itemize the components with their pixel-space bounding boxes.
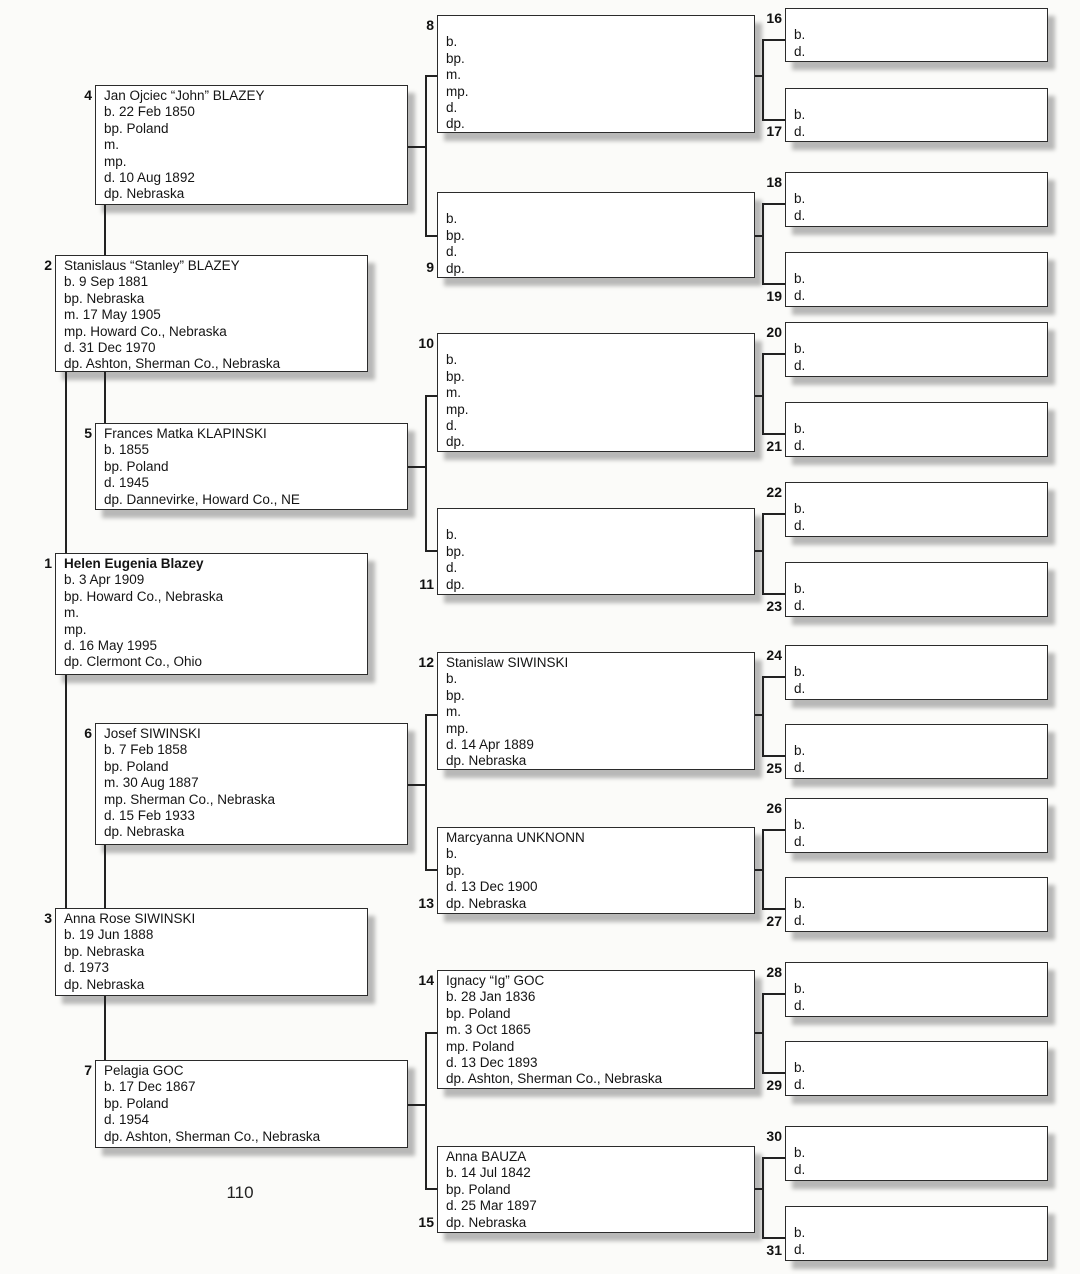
field-line-b: b.	[794, 743, 806, 759]
box-number-20: 20	[766, 324, 782, 340]
person-name	[794, 801, 1041, 817]
field-line-b: b.	[446, 211, 458, 227]
connector-line	[104, 205, 106, 255]
page-number: 110	[226, 1183, 254, 1202]
field-line-b: b.	[794, 581, 806, 597]
field-line-mp: mp. Poland	[446, 1038, 515, 1054]
person-name	[794, 405, 1041, 421]
box-number-15: 15	[418, 1214, 434, 1230]
person-box-3	[44, 908, 368, 996]
field-line-d: d.	[794, 997, 806, 1013]
field-line-bp: bp. Nebraska	[64, 290, 145, 306]
box-number-24: 24	[766, 647, 782, 663]
box-number-13: 13	[418, 895, 434, 911]
person-name	[446, 18, 748, 34]
field-line-bp: bp. Poland	[104, 758, 169, 774]
field-line-b: b. 9 Sep 1881	[64, 274, 149, 290]
connector-line	[755, 869, 762, 871]
field-line-b: b.	[794, 191, 806, 207]
person-box-5	[84, 423, 408, 510]
field-line-m: m. 30 Aug 1887	[104, 775, 199, 791]
connector-line	[762, 1157, 764, 1237]
person-name	[794, 175, 1041, 191]
box-number-16: 16	[766, 10, 782, 26]
connector-line	[104, 372, 106, 423]
connector-line	[755, 235, 762, 237]
person-box-11	[419, 508, 755, 595]
connector-line	[425, 1032, 437, 1034]
field-line-mp: mp.	[446, 83, 469, 99]
field-line-m: m. 17 May 1905	[64, 307, 161, 323]
field-line-b: b. 14 Jul 1842	[446, 1165, 531, 1181]
connector-line	[762, 1072, 785, 1074]
field-line-dp: dp. Nebraska	[64, 976, 145, 992]
field-line-bp: bp. Poland	[104, 458, 169, 474]
connector-line	[65, 675, 67, 908]
field-line-b: b.	[794, 1225, 806, 1241]
connector-line	[762, 513, 764, 593]
person-box-21	[766, 402, 1048, 457]
person-name	[794, 648, 1041, 664]
person-name: Anna BAUZA	[446, 1149, 527, 1164]
person-box-28	[766, 962, 1048, 1017]
field-line-d: d. 1945	[104, 475, 150, 491]
connector-line	[425, 75, 427, 235]
connector-line	[425, 714, 427, 869]
box-number-19: 19	[766, 288, 782, 304]
field-line-mp: mp.	[104, 153, 127, 169]
connector-line	[762, 1237, 785, 1239]
field-line-d: d. 13 Dec 1893	[446, 1055, 538, 1071]
field-line-b: b.	[446, 34, 458, 50]
field-line-dp: dp. Ashton, Sherman Co., Nebraska	[104, 1128, 321, 1144]
field-line-dp: dp. Clermont Co., Ohio	[64, 654, 203, 670]
box-number-2: 2	[44, 257, 52, 273]
person-name: Jan Ojciec “John” BLAZEY	[104, 88, 265, 103]
field-line-d: d.	[794, 597, 806, 613]
connector-line	[425, 235, 437, 237]
connector-line	[408, 146, 425, 148]
person-box-1	[44, 553, 368, 675]
field-line-b: b. 28 Jan 1836	[446, 989, 536, 1005]
person-box-14	[418, 970, 755, 1089]
box-number-30: 30	[766, 1128, 782, 1144]
field-line-b: b. 19 Jun 1888	[64, 927, 154, 943]
person-name	[794, 880, 1041, 896]
person-name: Ignacy “Ig” GOC	[446, 973, 545, 988]
field-line-b: b.	[794, 896, 806, 912]
field-line-b: b. 3 Apr 1909	[64, 572, 145, 588]
person-name: Helen Eugenia Blazey	[64, 556, 204, 571]
connector-line	[762, 676, 764, 755]
field-line-d: d. 15 Feb 1933	[104, 808, 195, 824]
field-line-m: m.	[446, 704, 461, 720]
field-line-b: b. 7 Feb 1858	[104, 742, 188, 758]
field-line-m: m.	[64, 605, 79, 621]
field-line-d: d.	[794, 43, 806, 59]
person-name	[446, 336, 748, 352]
connector-line	[762, 119, 785, 121]
field-line-bp: bp. Poland	[446, 1005, 511, 1021]
box-number-4: 4	[84, 87, 92, 103]
field-line-d: d. 13 Dec 1900	[446, 879, 538, 895]
person-box-29	[766, 1041, 1048, 1096]
connector-line	[762, 39, 764, 119]
field-line-m: m. 3 Oct 1865	[446, 1022, 531, 1038]
box-number-29: 29	[766, 1077, 782, 1093]
field-line-d: d.	[794, 833, 806, 849]
connector-line	[425, 395, 427, 550]
field-line-b: b. 22 Feb 1850	[104, 104, 195, 120]
connector-line	[425, 550, 437, 552]
person-name	[794, 325, 1041, 341]
connector-line	[762, 829, 785, 831]
field-line-b: b.	[446, 671, 458, 687]
field-line-d: d.	[446, 100, 458, 116]
person-name	[794, 255, 1041, 271]
field-line-d: d.	[794, 207, 806, 223]
person-box-20	[766, 322, 1048, 377]
field-line-d: d. 14 Apr 1889	[446, 737, 534, 753]
field-line-b: b.	[794, 817, 806, 833]
person-name	[794, 1044, 1041, 1060]
person-name	[446, 195, 748, 211]
field-line-bp: bp.	[446, 862, 465, 878]
connector-line	[408, 784, 425, 786]
person-box-18	[766, 172, 1048, 227]
connector-line	[762, 593, 785, 595]
connector-line	[762, 908, 785, 910]
connector-line	[762, 755, 785, 757]
box-number-1: 1	[44, 555, 52, 571]
field-line-bp: bp.	[446, 687, 465, 703]
field-line-d: d.	[446, 560, 458, 576]
person-box-4	[84, 85, 408, 205]
field-line-b: b. 17 Dec 1867	[104, 1079, 196, 1095]
connector-line	[762, 829, 764, 908]
connector-line	[755, 395, 762, 397]
box-number-18: 18	[766, 174, 782, 190]
field-line-dp: dp.	[446, 260, 465, 276]
field-line-bp: bp. Poland	[446, 1181, 511, 1197]
field-line-d: d.	[794, 517, 806, 533]
connector-line	[65, 372, 67, 553]
field-line-b: b.	[794, 421, 806, 437]
person-box-15	[418, 1146, 755, 1233]
person-name: Pelagia GOC	[104, 1063, 184, 1078]
box-number-14: 14	[418, 972, 434, 988]
field-line-dp: dp. Ashton, Sherman Co., Nebraska	[64, 356, 281, 372]
person-box-23	[766, 562, 1048, 617]
field-line-d: d.	[446, 418, 458, 434]
person-box-26	[766, 798, 1048, 853]
field-line-d: d.	[794, 1076, 806, 1092]
connector-line	[762, 993, 785, 995]
person-name	[794, 965, 1041, 981]
person-name	[794, 485, 1041, 501]
connector-line	[762, 513, 785, 515]
box-number-17: 17	[766, 123, 782, 139]
connector-line	[425, 75, 437, 77]
field-line-d: d. 31 Dec 1970	[64, 340, 156, 356]
box-number-9: 9	[426, 259, 434, 275]
box-number-27: 27	[766, 913, 782, 929]
field-line-bp: bp. Howard Co., Nebraska	[64, 588, 224, 604]
person-name	[794, 11, 1041, 27]
field-line-dp: dp. Ashton, Sherman Co., Nebraska	[446, 1071, 663, 1087]
person-box-12	[418, 652, 755, 770]
field-line-dp: dp.	[446, 576, 465, 592]
person-name: Anna Rose SIWINSKI	[64, 911, 196, 926]
field-line-d: d.	[794, 357, 806, 373]
field-line-d: d.	[794, 123, 806, 139]
connector-line	[762, 203, 785, 205]
connector-line	[425, 869, 437, 871]
box-number-21: 21	[766, 438, 782, 454]
connector-line	[762, 433, 785, 435]
field-line-bp: bp.	[446, 50, 465, 66]
person-box-16	[766, 8, 1048, 62]
person-box-13	[418, 827, 755, 914]
box-number-28: 28	[766, 964, 782, 980]
person-box-17	[766, 88, 1048, 142]
person-name: Stanislaw SIWINSKI	[446, 655, 569, 670]
field-line-bp: bp.	[446, 543, 465, 559]
person-name	[794, 565, 1041, 581]
connector-line	[425, 714, 437, 716]
field-line-b: b.	[794, 107, 806, 123]
person-box-10	[418, 333, 755, 452]
connector-line	[755, 714, 762, 716]
field-line-b: b.	[446, 846, 458, 862]
field-line-b: b.	[446, 352, 458, 368]
box-number-25: 25	[766, 760, 782, 776]
field-line-d: d.	[446, 244, 458, 260]
person-box-30	[766, 1126, 1048, 1181]
field-line-dp: dp. Nebraska	[104, 824, 185, 840]
box-number-12: 12	[418, 654, 434, 670]
field-line-b: b.	[446, 527, 458, 543]
connector-line	[755, 75, 762, 77]
person-name	[794, 1209, 1041, 1225]
field-line-b: b.	[794, 271, 806, 287]
person-name: Stanislaus “Stanley” BLAZEY	[64, 258, 240, 273]
field-line-mp: mp.	[446, 720, 469, 736]
field-line-b: b.	[794, 1060, 806, 1076]
connector-line	[762, 353, 785, 355]
person-box-25	[766, 724, 1048, 779]
person-box-27	[766, 877, 1048, 932]
field-line-d: d. 1954	[104, 1112, 150, 1128]
field-line-bp: bp.	[446, 368, 465, 384]
field-line-d: d.	[794, 912, 806, 928]
connector-line	[762, 283, 785, 285]
field-line-b: b.	[794, 1145, 806, 1161]
connector-line	[408, 1104, 425, 1106]
connector-line	[762, 676, 785, 678]
connector-line	[755, 1032, 762, 1034]
field-line-d: d.	[794, 1161, 806, 1177]
field-line-m: m.	[446, 385, 461, 401]
field-line-dp: dp.	[446, 116, 465, 132]
field-line-dp: dp.	[446, 434, 465, 450]
box-number-3: 3	[44, 910, 52, 926]
field-line-b: b.	[794, 27, 806, 43]
connector-line	[762, 353, 764, 433]
person-box-31	[766, 1206, 1048, 1261]
connector-line	[755, 550, 762, 552]
person-box-9	[426, 192, 755, 278]
person-box-24	[766, 645, 1048, 700]
field-line-d: d.	[794, 287, 806, 303]
box-number-10: 10	[418, 335, 434, 351]
person-name: Josef SIWINSKI	[104, 726, 201, 741]
field-line-bp: bp. Poland	[104, 1095, 169, 1111]
field-line-dp: dp. Nebraska	[446, 1214, 527, 1230]
person-box-22	[766, 482, 1048, 537]
field-line-d: d. 1973	[64, 960, 110, 976]
field-line-mp: mp. Sherman Co., Nebraska	[104, 791, 276, 807]
person-box-7	[84, 1060, 408, 1148]
field-line-bp: bp. Poland	[104, 120, 169, 136]
field-line-b: b. 1855	[104, 442, 150, 458]
connector-line	[762, 203, 764, 283]
person-box-19	[766, 252, 1048, 307]
field-line-d: d. 10 Aug 1892	[104, 170, 195, 186]
field-line-dp: dp. Dannevirke, Howard Co., NE	[104, 491, 300, 507]
field-line-dp: dp. Nebraska	[104, 186, 185, 202]
field-line-d: d.	[794, 437, 806, 453]
connector-line	[104, 996, 106, 1060]
person-name	[794, 91, 1041, 107]
field-line-bp: bp.	[446, 227, 465, 243]
connector-line	[408, 466, 425, 468]
field-line-d: d. 25 Mar 1897	[446, 1198, 537, 1214]
field-line-d: d. 16 May 1995	[64, 638, 158, 654]
field-line-dp: dp. Nebraska	[446, 753, 527, 769]
field-line-dp: dp. Nebraska	[446, 895, 527, 911]
field-line-mp: mp.	[64, 621, 87, 637]
field-line-m: m.	[104, 137, 119, 153]
box-number-22: 22	[766, 484, 782, 500]
person-box-2	[44, 255, 368, 372]
person-name	[446, 511, 748, 527]
person-box-8	[426, 15, 755, 133]
person-name: Frances Matka KLAPINSKI	[104, 426, 267, 441]
connector-line	[425, 1188, 437, 1190]
box-number-31: 31	[766, 1242, 782, 1258]
person-box-6	[84, 723, 408, 845]
field-line-b: b.	[794, 501, 806, 517]
field-line-mp: mp.	[446, 401, 469, 417]
person-name: Marcyanna UNKNONN	[446, 830, 585, 845]
field-line-b: b.	[794, 341, 806, 357]
connector-line	[762, 1157, 785, 1159]
field-line-bp: bp. Nebraska	[64, 943, 145, 959]
field-line-d: d.	[794, 680, 806, 696]
box-number-26: 26	[766, 800, 782, 816]
person-name	[794, 727, 1041, 743]
box-number-8: 8	[426, 17, 434, 33]
connector-line	[762, 993, 764, 1072]
box-number-11: 11	[419, 576, 434, 592]
connector-line	[425, 395, 437, 397]
field-line-m: m.	[446, 67, 461, 83]
field-line-b: b.	[794, 664, 806, 680]
connector-line	[104, 845, 106, 908]
person-name	[794, 1129, 1041, 1145]
connector-line	[425, 1032, 427, 1188]
box-number-5: 5	[84, 425, 92, 441]
field-line-d: d.	[794, 759, 806, 775]
connector-line	[755, 1188, 762, 1190]
connector-line	[762, 39, 785, 41]
box-number-23: 23	[766, 598, 782, 614]
field-line-mp: mp. Howard Co., Nebraska	[64, 323, 227, 339]
box-number-7: 7	[84, 1062, 92, 1078]
field-line-d: d.	[794, 1241, 806, 1257]
box-number-6: 6	[84, 725, 92, 741]
field-line-b: b.	[794, 981, 806, 997]
